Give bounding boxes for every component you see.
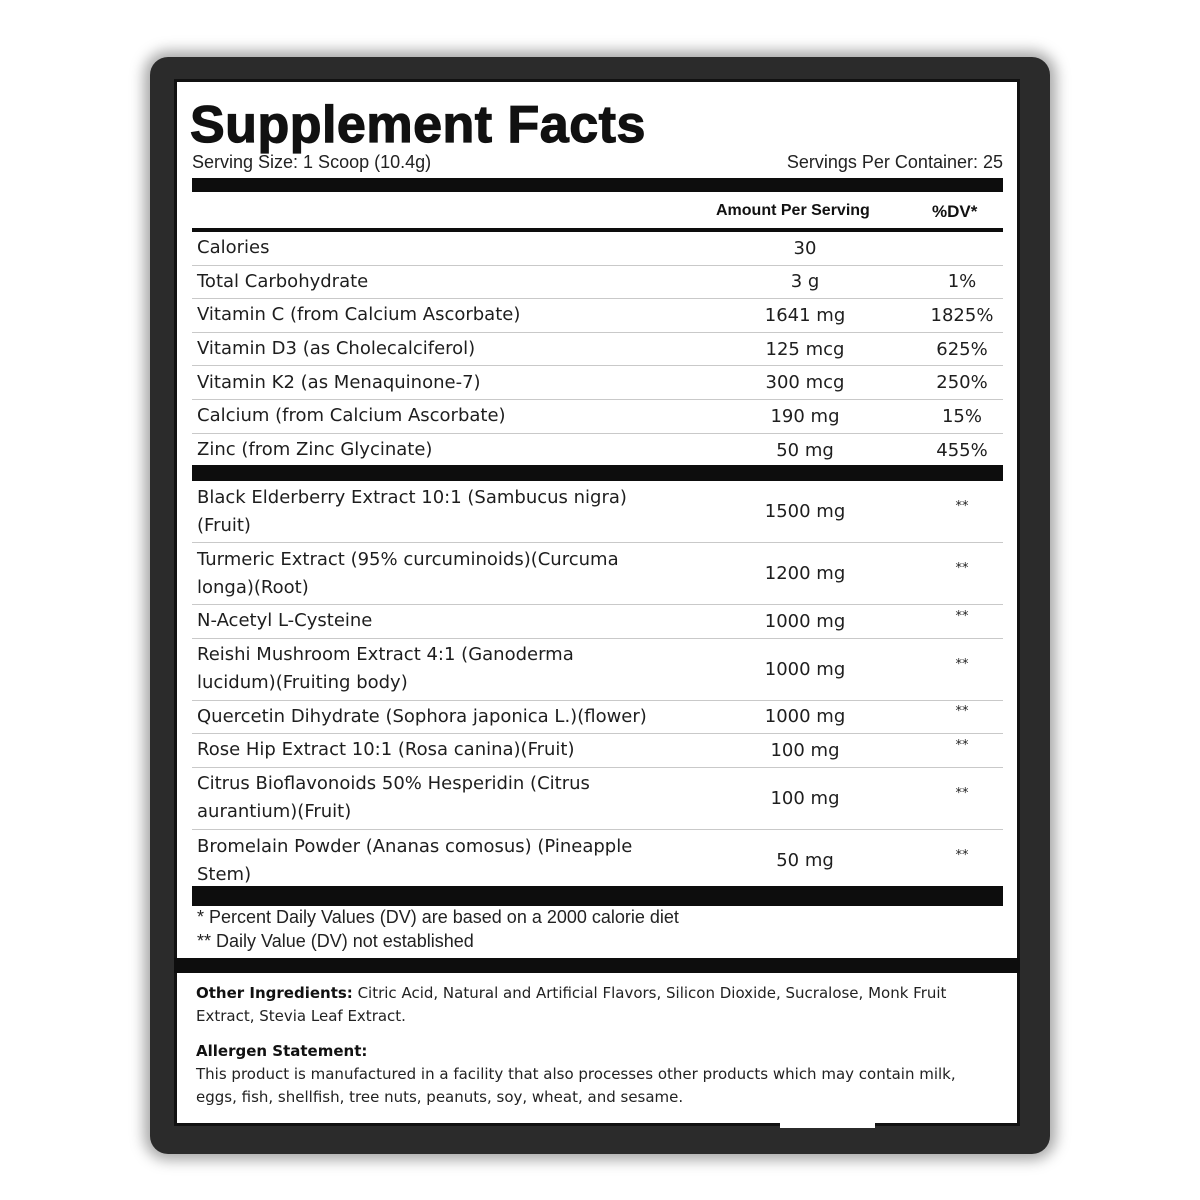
ingredient-name: Turmeric Extract (95% curcuminoids)(Curcuma longa)(Root): [197, 548, 619, 598]
serving-size: Serving Size: 1 Scoop (10.4g): [192, 152, 432, 172]
nutrient-amount: 190 mg: [770, 405, 840, 427]
column-header-dv: %DV*: [932, 202, 978, 221]
ingredient-name: N-Acetyl L-Cysteine: [197, 610, 373, 632]
nutrient-dv: 625%: [936, 338, 988, 360]
table-row: [192, 434, 1003, 468]
ingredient-name: Rose Hip Extract 10:1 (Rosa canina)(Fruit): [197, 739, 575, 761]
footnote-not-established: ** Daily Value (DV) not established: [197, 931, 474, 951]
divider-thick: [192, 465, 1003, 481]
ingredient-dv: **: [955, 561, 969, 576]
nutrient-dv: 455%: [936, 439, 988, 461]
nutrient-name: Vitamin D3 (as Cholecalciferol): [197, 338, 476, 360]
nutrient-dv: 1%: [947, 271, 977, 293]
other-ingredients-section: [196, 982, 996, 1109]
table-row: [192, 400, 1003, 434]
ingredient-name: Quercetin Dihydrate (Sophora japonica L.)(flower): [197, 705, 647, 727]
ingredient-amount: 1000 mg: [764, 610, 846, 632]
nutrient-dv: 15%: [941, 405, 982, 427]
ingredient-dv: **: [955, 737, 969, 753]
table-row: [192, 232, 1003, 266]
table-row: [192, 543, 1003, 605]
ingredient-amount: 1500 mg: [764, 501, 846, 522]
table-row: [192, 366, 1003, 400]
table-row: [192, 605, 1003, 639]
footnote-dv-basis: * Percent Daily Values (DV) are based on a 2000 calorie diet: [197, 907, 679, 927]
extracts-table: [192, 481, 1003, 892]
table-row: [192, 299, 1003, 333]
ingredient-name: Reishi Mushroom Extract 4:1 (Ganoderma lucidum)(Fruiting body): [197, 644, 574, 694]
ingredient-dv: **: [955, 608, 969, 624]
table-row: [192, 734, 1003, 768]
vitamins-table: [192, 232, 1003, 467]
frame-gap: [780, 1122, 875, 1128]
nutrient-name: Calories: [197, 237, 270, 259]
footnotes: [197, 905, 679, 953]
ingredient-dv: **: [955, 656, 969, 672]
servings-per-container: Servings Per Container: 25: [786, 152, 1003, 172]
nutrient-amount: 125 mcg: [765, 338, 845, 360]
nutrient-dv: 250%: [936, 372, 988, 394]
nutrient-amount: 30: [793, 237, 817, 259]
table-row: [192, 639, 1003, 701]
ingredient-name: Black Elderberry Extract 10:1 (Sambucus nigra)(Fruit): [197, 486, 627, 536]
ingredient-dv: **: [955, 848, 969, 864]
ingredient-amount: 1000 mg: [764, 658, 846, 680]
nutrient-name: Total Carbohydrate: [197, 270, 369, 292]
ingredient-amount: 100 mg: [770, 787, 840, 809]
nutrient-name: Vitamin K2 (as Menaquinone-7): [197, 371, 481, 393]
ingredient-dv: **: [955, 704, 969, 720]
ingredient-amount: 100 mg: [770, 739, 840, 761]
other-ingredients: [196, 982, 996, 1028]
other-ingredients-text: Citric Acid, Natural and Artificial Flavors, Silicon Dioxide, Sucralose, Monk Fruit Extract, Stevia Leaf Extract.: [196, 984, 947, 1025]
page-title: Supplement Facts: [190, 96, 646, 154]
divider-thick: [192, 886, 1003, 906]
column-header-amount: Amount Per Serving: [716, 202, 870, 219]
table-row: [192, 333, 1003, 367]
table-row: [192, 768, 1003, 830]
divider-thick: [192, 178, 1003, 192]
ingredient-amount: 50 mg: [776, 850, 834, 872]
nutrient-amount: 1641 mg: [764, 304, 846, 326]
ingredient-amount: 1000 mg: [764, 706, 846, 728]
nutrient-amount: 300 mcg: [765, 372, 845, 394]
nutrient-amount: 3 g: [790, 271, 820, 293]
nutrient-name: Vitamin C (from Calcium Ascorbate): [197, 304, 521, 326]
nutrient-dv: 1825%: [930, 304, 994, 326]
allergen-text: This product is manufactured in a facility that also processes other products which may contain milk, eggs, fish, shellfish, tree nuts, peanuts, soy, wheat, and sesame.: [196, 1065, 956, 1106]
ingredient-amount: 1200 mg: [764, 563, 846, 584]
ingredient-name: Citrus Bioflavonoids 50% Hesperidin (Citrus aurantium)(Fruit): [197, 773, 590, 823]
table-row: [192, 481, 1003, 543]
other-ingredients-label: Other Ingredients:: [196, 984, 353, 1002]
serving-info: [192, 152, 1003, 173]
table-row: [192, 830, 1003, 892]
nutrient-name: Calcium (from Calcium Ascorbate): [197, 405, 506, 427]
table-row: [192, 266, 1003, 300]
allergen-label: Allergen Statement:: [196, 1042, 368, 1060]
divider-full-width: [174, 958, 1020, 973]
nutrient-amount: 50 mg: [776, 439, 834, 461]
nutrient-name: Zinc (from Zinc Glycinate): [197, 439, 433, 461]
ingredient-dv: **: [955, 785, 969, 801]
table-row: [192, 701, 1003, 735]
ingredient-dv: **: [955, 499, 969, 514]
ingredient-name: Bromelain Powder (Ananas comosus) (Pineapple Stem): [197, 835, 633, 885]
